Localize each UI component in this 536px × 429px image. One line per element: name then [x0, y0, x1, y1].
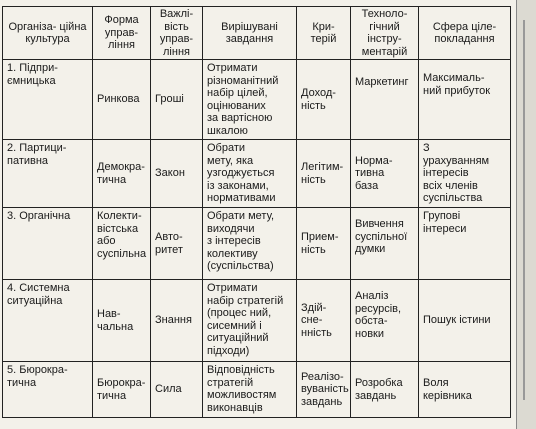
cell-form: Ринкова [93, 60, 151, 140]
cell-culture: 4. Системна ситуаційна [3, 280, 93, 362]
header-goal: Сфера ціле- покладання [419, 7, 511, 60]
org-culture-table [2, 6, 511, 418]
cell-tools: Вивчення суспільної думки [351, 208, 419, 280]
cell-criterion: Реалізо- вуваність завдань [297, 362, 351, 418]
cell-tools: Розробка завдань [351, 362, 419, 418]
cell-criterion: Здій-сне- нність [297, 280, 351, 362]
cell-tools: Аналіз ресурсів, обста- новки [351, 280, 419, 362]
cell-form: Нав- чальна [93, 280, 151, 362]
cell-importance: Знання [151, 280, 203, 362]
cell-tools: Норма- тивна база [351, 140, 419, 208]
header-tasks: Вирішувані завдання [203, 7, 297, 60]
cell-culture: 1. Підпри- ємницька [3, 60, 93, 140]
cell-form: Демокра- тична [93, 140, 151, 208]
cell-importance: Гроші [151, 60, 203, 140]
cell-culture: 3. Органічна [3, 208, 93, 280]
table-row [3, 362, 511, 418]
header-criterion: Кри- терій [297, 7, 351, 60]
cell-tasks: Отримати набір стратегій (процес ний, сисемний і ситуаційний підходи) [203, 280, 297, 362]
cell-criterion: Прием- ність [297, 208, 351, 280]
table-row [3, 208, 511, 280]
cell-goal: Максималь- ний прибуток [419, 60, 511, 140]
header-culture: Організа- ційна культура [3, 7, 93, 60]
header-form: Форма управ- ління [93, 7, 151, 60]
cell-culture: 2. Партици- пативна [3, 140, 93, 208]
page-edge-shadow [516, 0, 536, 429]
cell-culture: 5. Бюрокра- тична [3, 362, 93, 418]
header-row [3, 7, 511, 60]
cell-form: Колекти- вістська або суспільна [93, 208, 151, 280]
header-importance: Важлі- вість управ- ління [151, 7, 203, 60]
cell-tasks: Обрати мету, виходячи з інтересів колективу (суспільства) [203, 208, 297, 280]
cell-form: Бюрокра- тична [93, 362, 151, 418]
table-row [3, 60, 511, 140]
cell-tasks: Отримати різноманітний набір цілей, оцінюваних за вартісною шкалою [203, 60, 297, 140]
cell-goal: Пошук істини [419, 280, 511, 362]
cell-importance: Закон [151, 140, 203, 208]
cell-goal: З урахуванням інтересів всіх членів суспільства [419, 140, 511, 208]
cell-importance: Авто- ритет [151, 208, 203, 280]
table-row [3, 140, 511, 208]
cell-goal: Групові інтереси [419, 208, 511, 280]
cell-importance: Сила [151, 362, 203, 418]
cell-goal: Воля керівника [419, 362, 511, 418]
cell-criterion: Доход- ність [297, 60, 351, 140]
cell-tasks: Відповідність стратегій можливостям виконавців [203, 362, 297, 418]
table-row [3, 280, 511, 362]
cell-criterion: Легітим- ність [297, 140, 351, 208]
cell-tasks: Обрати мету, яка узгоджується із законами, нормативами [203, 140, 297, 208]
cell-tools: Маркетинг [351, 60, 419, 140]
header-tools: Техноло- гічний інстру- ментарій [351, 7, 419, 60]
